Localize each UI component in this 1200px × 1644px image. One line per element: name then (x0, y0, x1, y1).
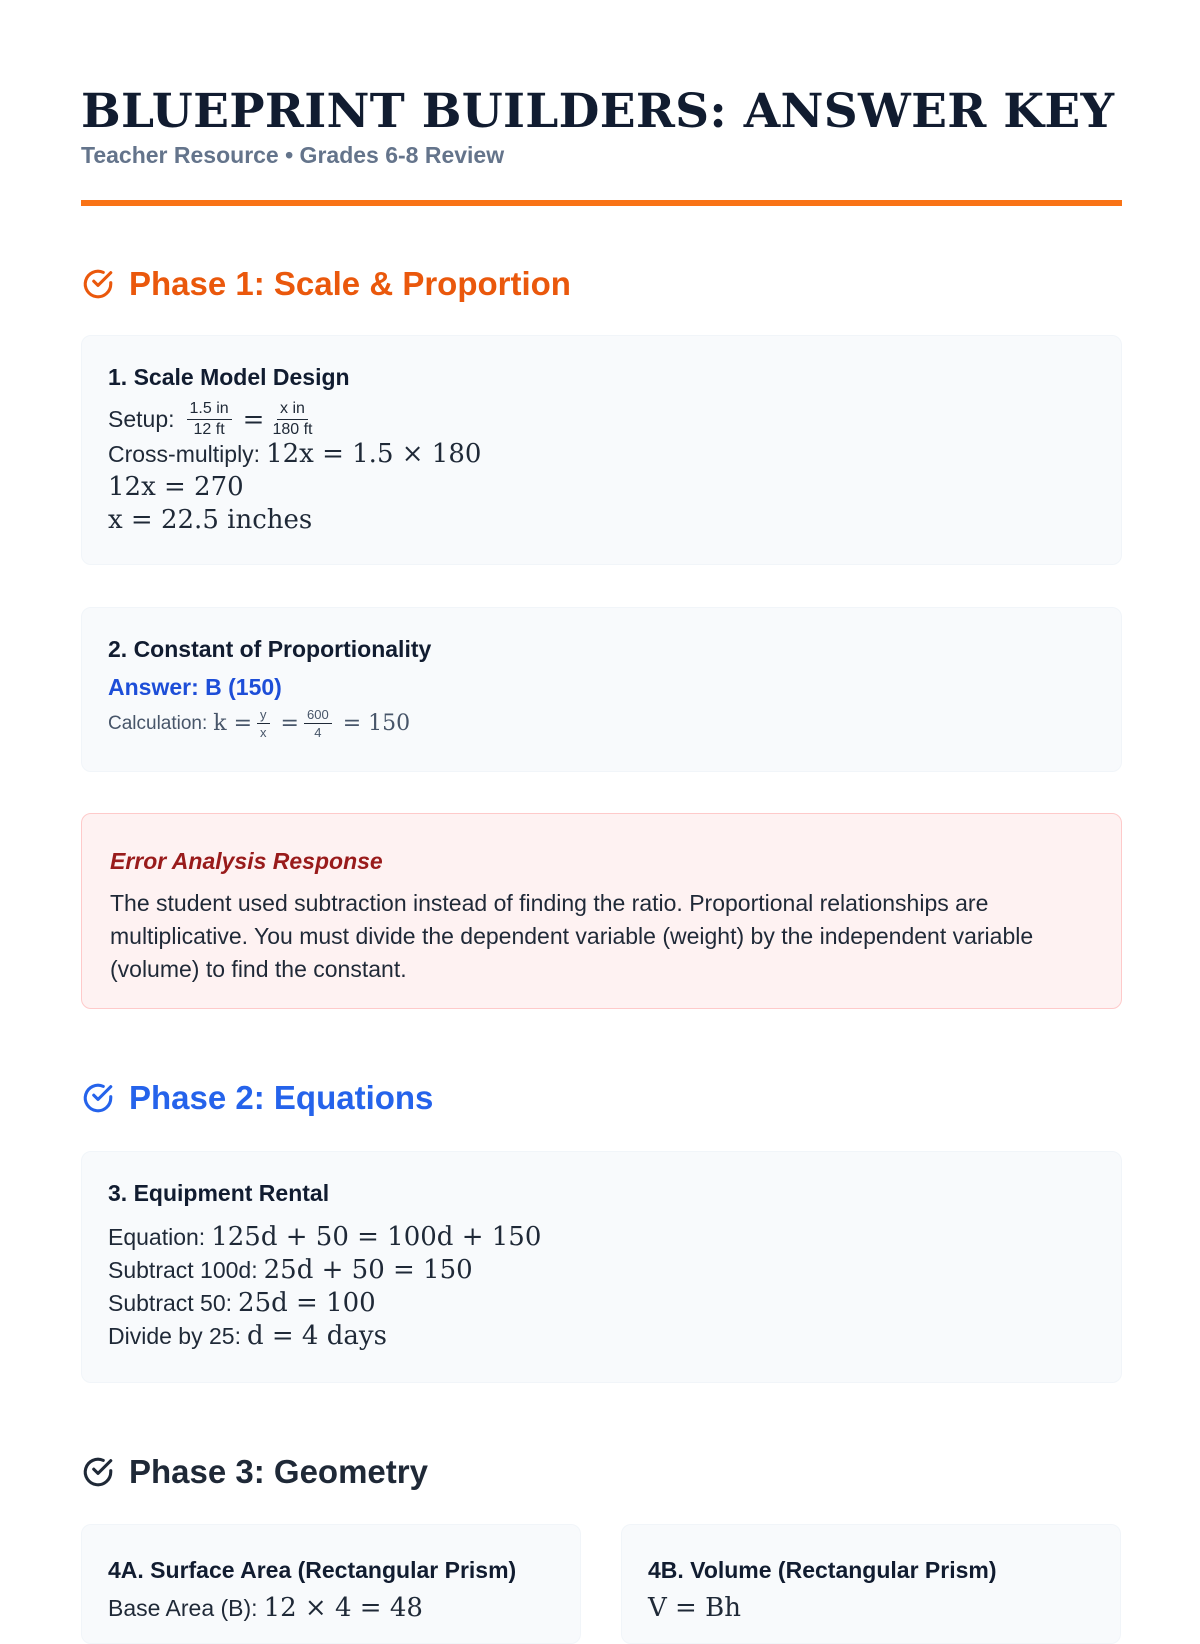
q2-calc-label: Calculation: (108, 712, 208, 734)
q2-calc-result: = 150 (342, 711, 411, 736)
q4b-line1-math: V = Bh (648, 1593, 741, 1623)
q1-frac2-numerator: x in (277, 401, 308, 420)
q2-frac-b-denominator: 4 (314, 725, 322, 740)
phase2-title: Phase 2: Equations (129, 1079, 434, 1116)
q3-line3-label: Subtract 50: (108, 1289, 233, 1316)
q1-frac1-denominator: 12 ft (193, 421, 225, 438)
q1-step3-math: x = 22.5 inches (108, 505, 313, 535)
q1-fraction-1 (187, 401, 232, 438)
error-analysis-title: Error Analysis Response (110, 848, 383, 874)
q3-line2-label: Subtract 100d: (108, 1256, 258, 1283)
q1-cross-line (108, 439, 481, 469)
header-divider (81, 200, 1122, 206)
q4b-card (621, 1524, 1121, 1644)
q1-cross-equation: 12x = 1.5 × 180 (266, 439, 482, 469)
q4b-title: 4B. Volume (Rectangular Prism) (648, 1557, 997, 1583)
q1-step2-math: 12x = 270 (108, 472, 244, 502)
page-title: BLUEPRINT BUILDERS: ANSWER KEY (81, 84, 1115, 139)
error-analysis-text: The student used subtraction instead of finding the ratio. Proportional relationships are multiplicative. You must divide the dependent variable (weight) by the independent variable (volume) to find the constant. (110, 890, 1034, 982)
phase1-title: Phase 1: Scale & Proportion (129, 265, 571, 302)
error-analysis-card (81, 813, 1122, 1009)
answer-key-page (81, 0, 1122, 1623)
q3-line1-math: 125d + 50 = 100d + 150 (211, 1222, 542, 1252)
q1-frac1-numerator: 1.5 in (187, 401, 232, 420)
phase3-heading (81, 1448, 428, 1496)
q2-answer: Answer: B (150) (108, 674, 282, 700)
q2-frac-a-numerator: y (257, 708, 270, 724)
q3-line2 (108, 1255, 473, 1285)
q3-line3-math: 25d = 100 (238, 1288, 376, 1318)
q4a-line1-math: 12 × 4 = 48 (263, 1593, 423, 1623)
q3-title: 3. Equipment Rental (108, 1180, 330, 1206)
phase3-title: Phase 3: Geometry (129, 1453, 428, 1490)
q2-fraction-600-over-4 (304, 708, 332, 739)
q1-setup-label: Setup: (108, 406, 175, 432)
q1-setup-line (108, 401, 320, 438)
q4a-title: 4A. Surface Area (Rectangular Prism) (108, 1557, 517, 1583)
q1-card (81, 335, 1122, 565)
q1-cross-label: Cross-multiply: (108, 440, 261, 467)
q3-line1 (108, 1222, 541, 1252)
phase2-heading (81, 1074, 433, 1122)
q3-line3 (108, 1288, 376, 1318)
q1-step3 (108, 505, 312, 535)
check-circle-icon (81, 267, 115, 301)
page-subtitle: Teacher Resource • Grades 6-8 Review (81, 142, 505, 168)
q4a-line1 (108, 1593, 423, 1623)
q3-line4 (108, 1321, 387, 1351)
q2-frac-b-numerator: 600 (304, 708, 332, 724)
q2-calc-k: k = (213, 711, 253, 736)
q1-equals: = (242, 404, 265, 435)
q3-card (81, 1151, 1122, 1383)
q3-line2-math: 25d + 50 = 150 (263, 1255, 473, 1285)
q1-frac2-denominator: 180 ft (272, 421, 313, 438)
q1-title: 1. Scale Model Design (108, 364, 350, 390)
q2-fraction-y-over-x (257, 708, 270, 739)
q3-line4-label: Divide by 25: (108, 1322, 241, 1349)
q2-card (81, 607, 1122, 772)
q1-fraction-2 (269, 401, 315, 438)
q2-title: 2. Constant of Proportionality (108, 636, 432, 662)
q1-step2 (108, 472, 244, 502)
check-circle-icon (81, 1081, 115, 1115)
q2-calc-equals: = (280, 711, 299, 736)
q4b-line1 (648, 1593, 741, 1623)
q3-line4-math: d = 4 days (246, 1321, 387, 1351)
q2-frac-a-denominator: x (260, 725, 267, 740)
check-circle-icon (81, 1455, 115, 1489)
q4a-card (81, 1524, 581, 1644)
q4a-line1-label: Base Area (B): (108, 1594, 258, 1621)
q3-line1-label: Equation: (108, 1223, 206, 1250)
phase1-heading (81, 260, 571, 308)
q2-calculation (108, 708, 410, 739)
